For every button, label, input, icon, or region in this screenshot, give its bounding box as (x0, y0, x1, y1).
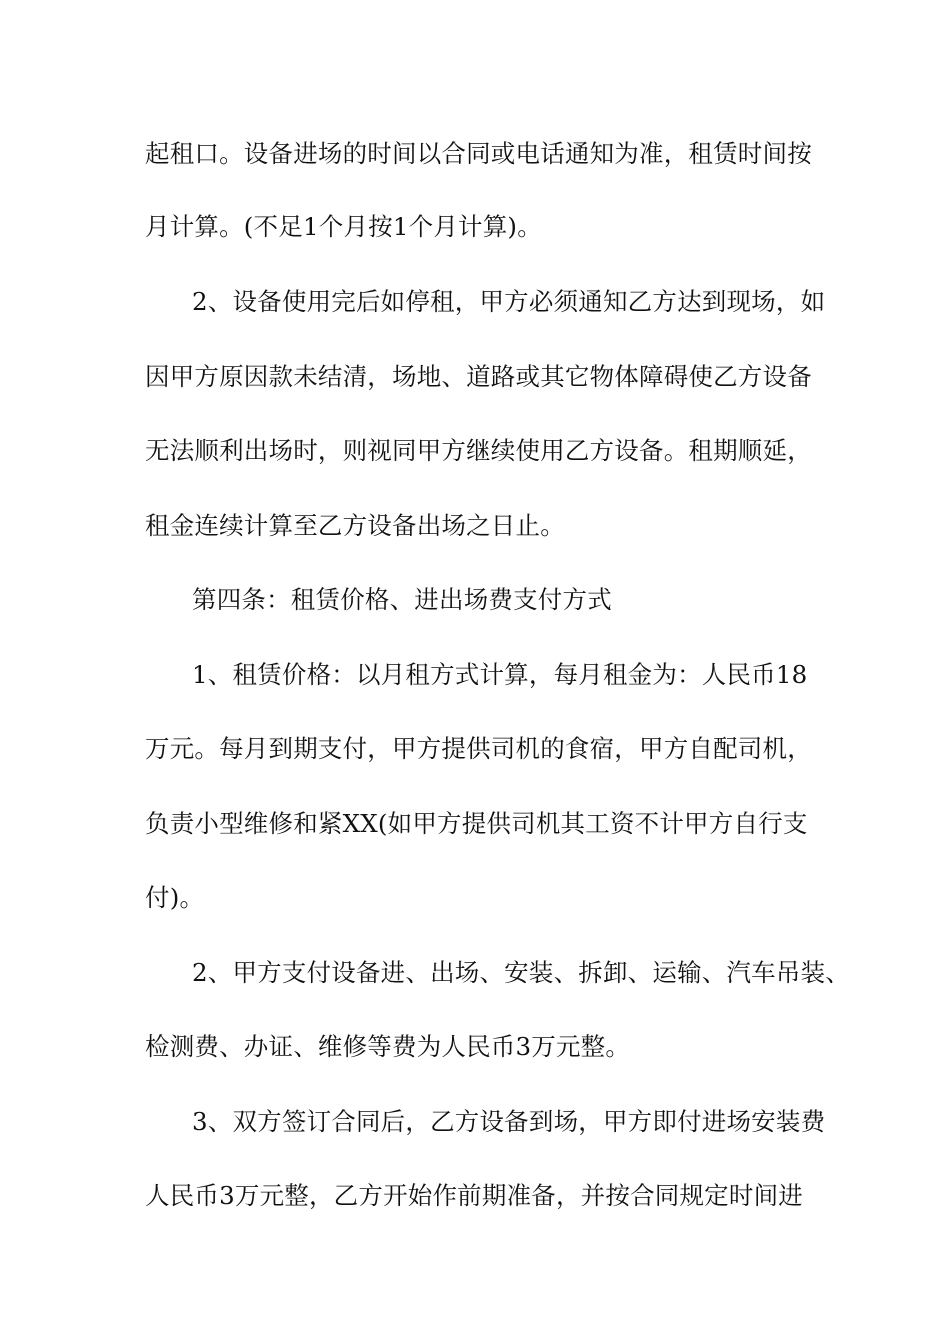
paragraph-line: 月计算。(不足1个月按1个月计算)。 (145, 212, 542, 241)
section-heading: 第四条：租赁价格、进出场费支付方式 (192, 585, 612, 614)
paragraph-line: 负责小型维修和紧XX(如甲方提供司机其工资不计甲方自行支 (145, 809, 808, 838)
paragraph-line: 2、甲方支付设备进、出场、安装、拆卸、运输、汽车吊装、 (192, 958, 850, 987)
paragraph-line: 2、设备使用完后如停租，甲方必须通知乙方达到现场，如 (192, 287, 826, 316)
paragraph-line: 3、双方签订合同后，乙方设备到场，甲方即付进场安装费 (192, 1107, 826, 1136)
paragraph-line: 检测费、办证、维修等费为人民币3万元整。 (145, 1032, 631, 1061)
paragraph-line: 付)。 (145, 883, 205, 912)
paragraph-line: 租金连续计算至乙方设备出场之日止。 (145, 511, 565, 540)
paragraph-line: 万元。每月到期支付，甲方提供司机的食宿，甲方自配司机， (145, 734, 812, 763)
paragraph-line: 因甲方原因款未结清，场地、道路或其它物体障碍使乙方设备 (145, 362, 812, 391)
paragraph-line: 起租口。设备进场的时间以合同或电话通知为准，租赁时间按 (145, 139, 812, 168)
paragraph-line: 无法顺利出场时，则视同甲方继续使用乙方设备。租期顺延， (145, 436, 812, 465)
paragraph-line: 1、租赁价格：以月租方式计算，每月租金为：人民币18 (192, 660, 808, 689)
paragraph-line: 人民币3万元整，乙方开始作前期准备，并按合同规定时间进 (145, 1181, 803, 1210)
